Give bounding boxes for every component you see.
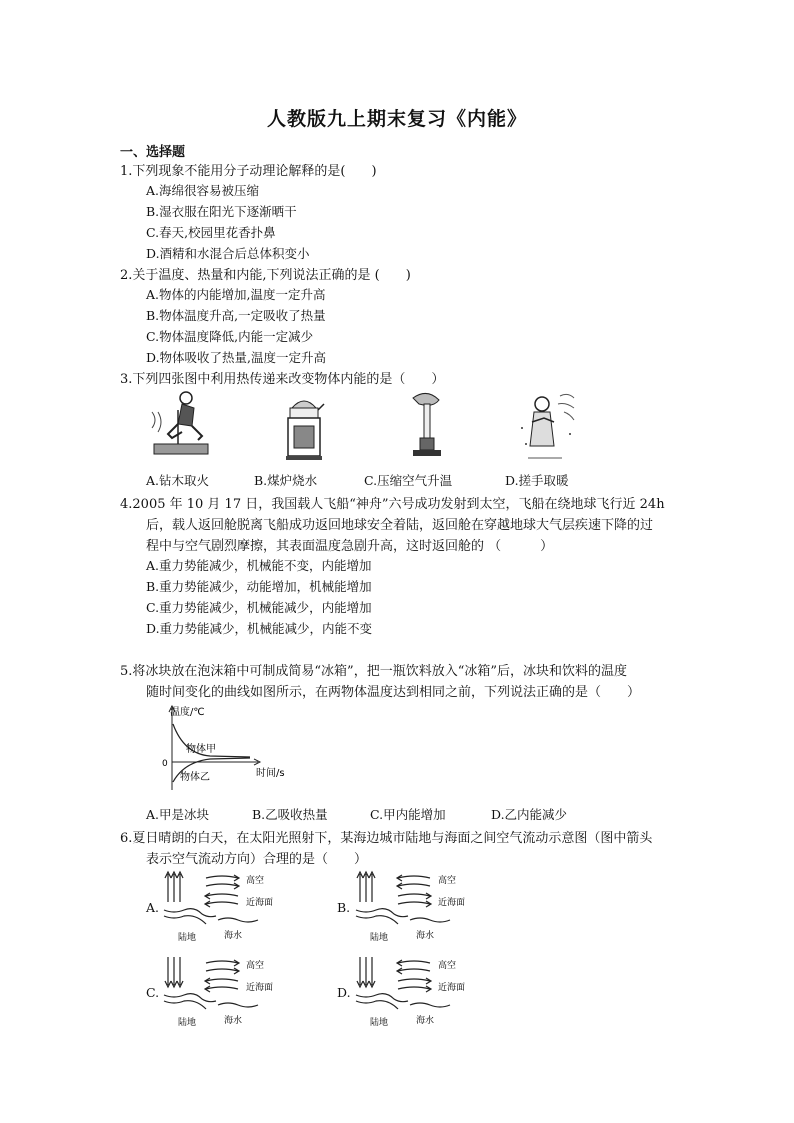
q1-option-b: B.湿衣服在阳光下逐渐晒干 bbox=[146, 204, 297, 219]
q6-d-land-label: 陆地 bbox=[370, 1018, 389, 1028]
q2-option-c: C.物体温度降低,内能一定减少 bbox=[146, 329, 314, 344]
q1-option-c: C.春天,校园里花香扑鼻 bbox=[146, 225, 276, 240]
rub-hands-warm-picture bbox=[514, 388, 580, 464]
q2-option-b: B.物体温度升高,一定吸收了热量 bbox=[146, 308, 326, 323]
q6-letter-a: A. bbox=[146, 900, 160, 915]
q5-temperature-graph bbox=[150, 702, 300, 792]
q4-line-3: 程中与空气剧烈摩擦，其表面温度急剧升高，这时返回舱的 （ ） bbox=[146, 539, 554, 554]
q6-line-1: 6.夏日晴朗的白天，在太阳光照射下，某海边城市陆地与海面之间空气流动示意图（图中箭头 bbox=[120, 831, 653, 846]
coal-stove-kettle-picture bbox=[282, 388, 326, 464]
q4-option-d: D.重力势能减少，机械能减少，内能不变 bbox=[146, 621, 373, 636]
q5-line-2: 随时间变化的曲线如图所示，在两物体温度达到相同之前，下列说法正确的是（ ） bbox=[146, 685, 641, 700]
graph-ylabel: 温度/℃ bbox=[170, 707, 205, 718]
q6-b-near-sea-label: 近海面 bbox=[438, 898, 466, 908]
q3-caption-a: A.钻木取火 bbox=[146, 473, 210, 488]
q6-c-land-label: 陆地 bbox=[178, 1018, 197, 1028]
section-heading: 一、选择题 bbox=[120, 145, 186, 160]
q6-line-2: 表示空气流动方向）合理的是（ ） bbox=[146, 852, 368, 867]
q5-option-b: B.乙吸收热量 bbox=[252, 807, 328, 822]
q3-caption-d: D.搓手取暖 bbox=[505, 473, 569, 488]
q6-diagram-a bbox=[160, 868, 300, 944]
q5-option-c: C.甲内能增加 bbox=[370, 807, 446, 822]
q6-a-sea-label: 海水 bbox=[224, 931, 243, 941]
q6-diagram-b bbox=[352, 868, 492, 944]
q6-d-high-label: 高空 bbox=[438, 961, 457, 971]
graph-origin: 0 bbox=[162, 759, 168, 769]
q6-diagram-c bbox=[160, 953, 300, 1029]
q6-c-near-sea-label: 近海面 bbox=[246, 983, 274, 993]
q6-letter-c: C. bbox=[146, 985, 160, 1000]
q6-a-land-label: 陆地 bbox=[178, 933, 197, 943]
q6-c-high-label: 高空 bbox=[246, 961, 265, 971]
q6-b-sea-label: 海水 bbox=[416, 931, 435, 941]
q1-stem: 1.下列现象不能用分子动理论解释的是( ) bbox=[120, 164, 377, 179]
q4-option-b: B.重力势能减少，动能增加，机械能增加 bbox=[146, 579, 372, 594]
q6-b-high-label: 高空 bbox=[438, 876, 457, 886]
drill-wood-fire-picture bbox=[148, 388, 212, 464]
q4-option-c: C.重力势能减少，机械能减少，内能增加 bbox=[146, 600, 372, 615]
q6-a-high-label: 高空 bbox=[246, 876, 265, 886]
q6-d-near-sea-label: 近海面 bbox=[438, 983, 466, 993]
q4-line-1: 4.2005 年 10 月 17 日，我国载人飞船“神舟”六号成功发射到太空，飞船在绕地球飞行近 24h bbox=[120, 497, 665, 512]
q1-option-a: A.海绵很容易被压缩 bbox=[146, 183, 260, 198]
q2-stem: 2.关于温度、热量和内能,下列说法正确的是 ( ) bbox=[120, 268, 411, 283]
q5-option-a: A.甲是冰块 bbox=[146, 807, 210, 822]
page-title: 人教版九上期末复习《内能》 bbox=[266, 108, 527, 130]
q5-line-1: 5.将冰块放在泡沫箱中可制成简易“冰箱”，把一瓶饮料放入“冰箱”后，冰块和饮料的温度 bbox=[120, 664, 627, 679]
q6-a-near-sea-label: 近海面 bbox=[246, 898, 274, 908]
compress-air-tube-picture bbox=[405, 388, 449, 464]
q1-option-d: D.酒精和水混合后总体积变小 bbox=[146, 246, 310, 261]
graph-curve-jia-label: 物体甲 bbox=[186, 744, 216, 755]
q6-diagram-d bbox=[352, 953, 492, 1029]
q4-option-a: A.重力势能减少，机械能不变，内能增加 bbox=[146, 558, 372, 573]
q5-option-d: D.乙内能减少 bbox=[491, 807, 568, 822]
q6-letter-d: D. bbox=[337, 985, 351, 1000]
q2-option-d: D.物体吸收了热量,温度一定升高 bbox=[146, 350, 327, 365]
q6-b-land-label: 陆地 bbox=[370, 933, 389, 943]
q3-stem: 3.下列四张图中利用热传递来改变物体内能的是（ ） bbox=[120, 372, 445, 387]
q2-option-a: A.物体的内能增加,温度一定升高 bbox=[146, 287, 326, 302]
q3-caption-b: B.煤炉烧水 bbox=[254, 473, 318, 488]
q6-letter-b: B. bbox=[337, 900, 351, 915]
q6-c-sea-label: 海水 bbox=[224, 1016, 243, 1026]
graph-curve-yi-label: 物体乙 bbox=[180, 772, 210, 783]
q6-d-sea-label: 海水 bbox=[416, 1016, 435, 1026]
graph-xlabel: 时间/s bbox=[256, 768, 285, 779]
q4-line-2: 后，载人返回舱脱离飞船成功返回地球安全着陆，返回舱在穿越地球大气层疾速下降的过 bbox=[146, 518, 654, 533]
q3-caption-c: C.压缩空气升温 bbox=[364, 473, 453, 488]
